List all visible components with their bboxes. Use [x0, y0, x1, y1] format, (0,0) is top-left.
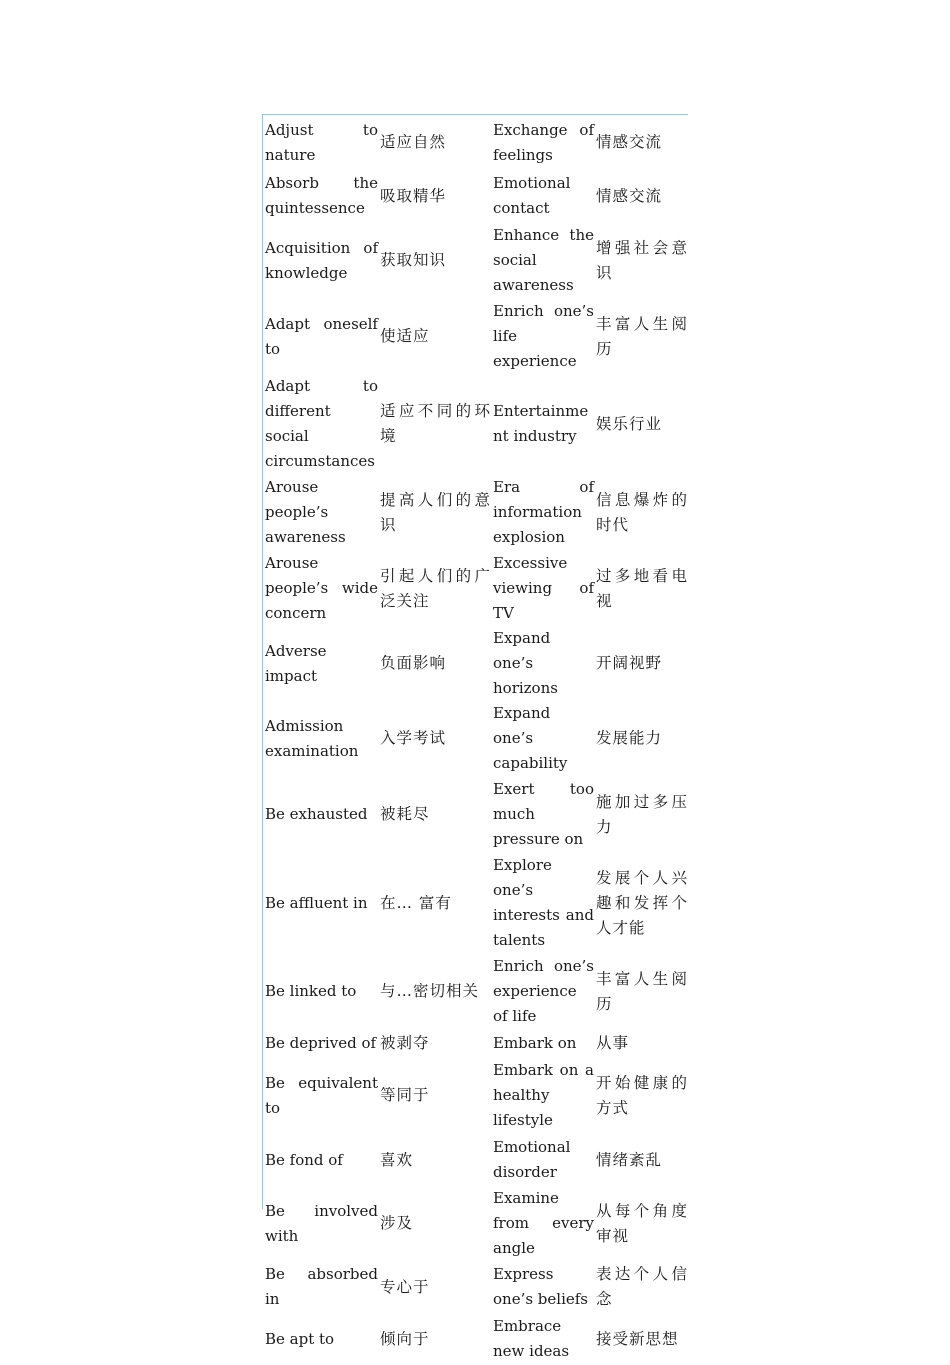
english-phrase: Enrich one’s experience of life: [493, 957, 594, 1025]
chinese-translation: 喜欢: [380, 1150, 414, 1169]
vocabulary-grid: [263, 115, 688, 1365]
chinese-translation: 增强社会意识: [596, 238, 688, 282]
chinese-translation: 在… 富有: [380, 893, 452, 912]
english-phrase: Era of information explosion: [493, 478, 594, 546]
english-phrase: Emotional disorder: [493, 1138, 571, 1181]
chinese-translation: 被耗尽: [380, 805, 430, 823]
english-phrase: Expand one’s capability: [493, 704, 568, 772]
chinese-translation: 涉及: [380, 1214, 414, 1232]
chinese-translation: 从每个角度审视: [596, 1201, 688, 1245]
table-row: [263, 626, 688, 701]
chinese-translation: 引起人们的广泛关注: [380, 566, 491, 610]
table-row: [263, 374, 688, 474]
chinese-translation: 情绪紊乱: [596, 1150, 663, 1169]
english-phrase: Adapt oneself to: [265, 314, 378, 358]
english-phrase: Emotional contact: [493, 174, 571, 217]
table-row: [263, 1261, 688, 1313]
english-phrase: Arouse people’s awareness: [265, 478, 346, 546]
english-phrase: Exert too much pressure on: [493, 780, 594, 848]
chinese-translation: 负面影响: [380, 654, 447, 672]
table-row: [263, 1030, 688, 1057]
english-phrase: Enrich one’s life experience: [493, 302, 594, 370]
english-phrase: Be apt to: [265, 1329, 335, 1348]
english-phrase: Be exhausted: [265, 805, 368, 823]
english-phrase: Be linked to: [265, 982, 357, 1000]
chinese-translation: 入学考试: [380, 729, 447, 747]
chinese-translation: 开始健康的方式: [596, 1073, 688, 1117]
table-row: [263, 170, 688, 222]
chinese-translation: 过多地看电视: [596, 566, 688, 610]
english-phrase: Be equivalent to: [265, 1073, 378, 1117]
chinese-translation: 被剥夺: [380, 1034, 430, 1052]
chinese-translation: 倾向于: [380, 1329, 430, 1348]
table-row: [263, 1134, 688, 1186]
chinese-translation: 信息爆炸的时代: [596, 490, 688, 534]
chinese-translation: 发展能力: [596, 729, 663, 747]
chinese-translation: 使适应: [380, 327, 430, 345]
chinese-translation: 施加过多压力: [596, 792, 688, 836]
chinese-translation: 适应不同的环境: [380, 402, 491, 445]
table-row: [263, 115, 688, 170]
english-phrase: Embark on a healthy lifestyle: [493, 1061, 594, 1129]
chinese-translation: 从事: [596, 1034, 630, 1052]
english-phrase: Embrace new ideas: [493, 1317, 570, 1360]
table-row: [263, 299, 688, 374]
vocabulary-table: [262, 114, 688, 1360]
english-phrase: Be absorbed in: [265, 1265, 378, 1308]
chinese-translation: 吸取精华: [380, 186, 447, 205]
chinese-translation: 丰富人生阅历: [596, 969, 688, 1013]
chinese-translation: 表达个人信念: [596, 1265, 688, 1308]
english-phrase: Excessive viewing of TV: [493, 554, 594, 622]
english-phrase: Arouse people’s wide concern: [265, 554, 378, 622]
english-phrase: Exchange of feelings: [493, 120, 594, 164]
english-phrase: Adverse impact: [265, 641, 327, 685]
chinese-translation: 丰富人生阅历: [596, 314, 688, 358]
table-row: [263, 1313, 688, 1365]
english-phrase: Expand one’s horizons: [493, 629, 558, 697]
table-row: [263, 551, 688, 626]
table-row: [263, 953, 688, 1030]
table-row: [263, 701, 688, 776]
table-row: [263, 1057, 688, 1134]
chinese-translation: 情感交流: [596, 186, 663, 205]
english-phrase: Entertainment industry: [493, 402, 589, 445]
table-row: [263, 1186, 688, 1261]
chinese-translation: 等同于: [380, 1086, 430, 1104]
english-phrase: Adapt to different social circumstances: [265, 377, 378, 470]
chinese-translation: 接受新思想: [596, 1329, 679, 1348]
english-phrase: Be fond of: [265, 1150, 343, 1169]
table-row: [263, 474, 688, 551]
chinese-translation: 发展个人兴趣和发挥个人才能: [596, 868, 688, 937]
chinese-translation: 适应自然: [380, 133, 447, 151]
chinese-translation: 专心于: [380, 1277, 430, 1296]
chinese-translation: 提高人们的意识: [380, 490, 491, 534]
english-phrase: Enhance the social awareness: [493, 226, 594, 294]
chinese-translation: 娱乐行业: [596, 414, 663, 433]
english-phrase: Adjust to nature: [265, 120, 378, 164]
english-phrase: Admission examination: [265, 716, 359, 760]
table-row: [263, 853, 688, 953]
english-phrase: Absorb the quintessence: [265, 174, 378, 217]
table-row: [263, 222, 688, 299]
english-phrase: Examine from every angle: [493, 1189, 594, 1257]
english-phrase: Acquisition of knowledge: [265, 238, 378, 282]
chinese-translation: 开阔视野: [596, 654, 663, 672]
chinese-translation: 情感交流: [596, 133, 663, 151]
table-row: [263, 776, 688, 853]
english-phrase: Express one’s beliefs: [493, 1265, 589, 1308]
english-phrase: Be affluent in: [265, 893, 368, 912]
chinese-translation: 获取知识: [380, 251, 447, 269]
english-phrase: Embark on: [493, 1034, 577, 1052]
english-phrase: Explore one’s interests and talents: [493, 856, 594, 949]
english-phrase: Be involved with: [265, 1201, 378, 1245]
english-phrase: Be deprived of: [265, 1034, 377, 1052]
chinese-translation: 与…密切相关: [380, 982, 480, 1000]
